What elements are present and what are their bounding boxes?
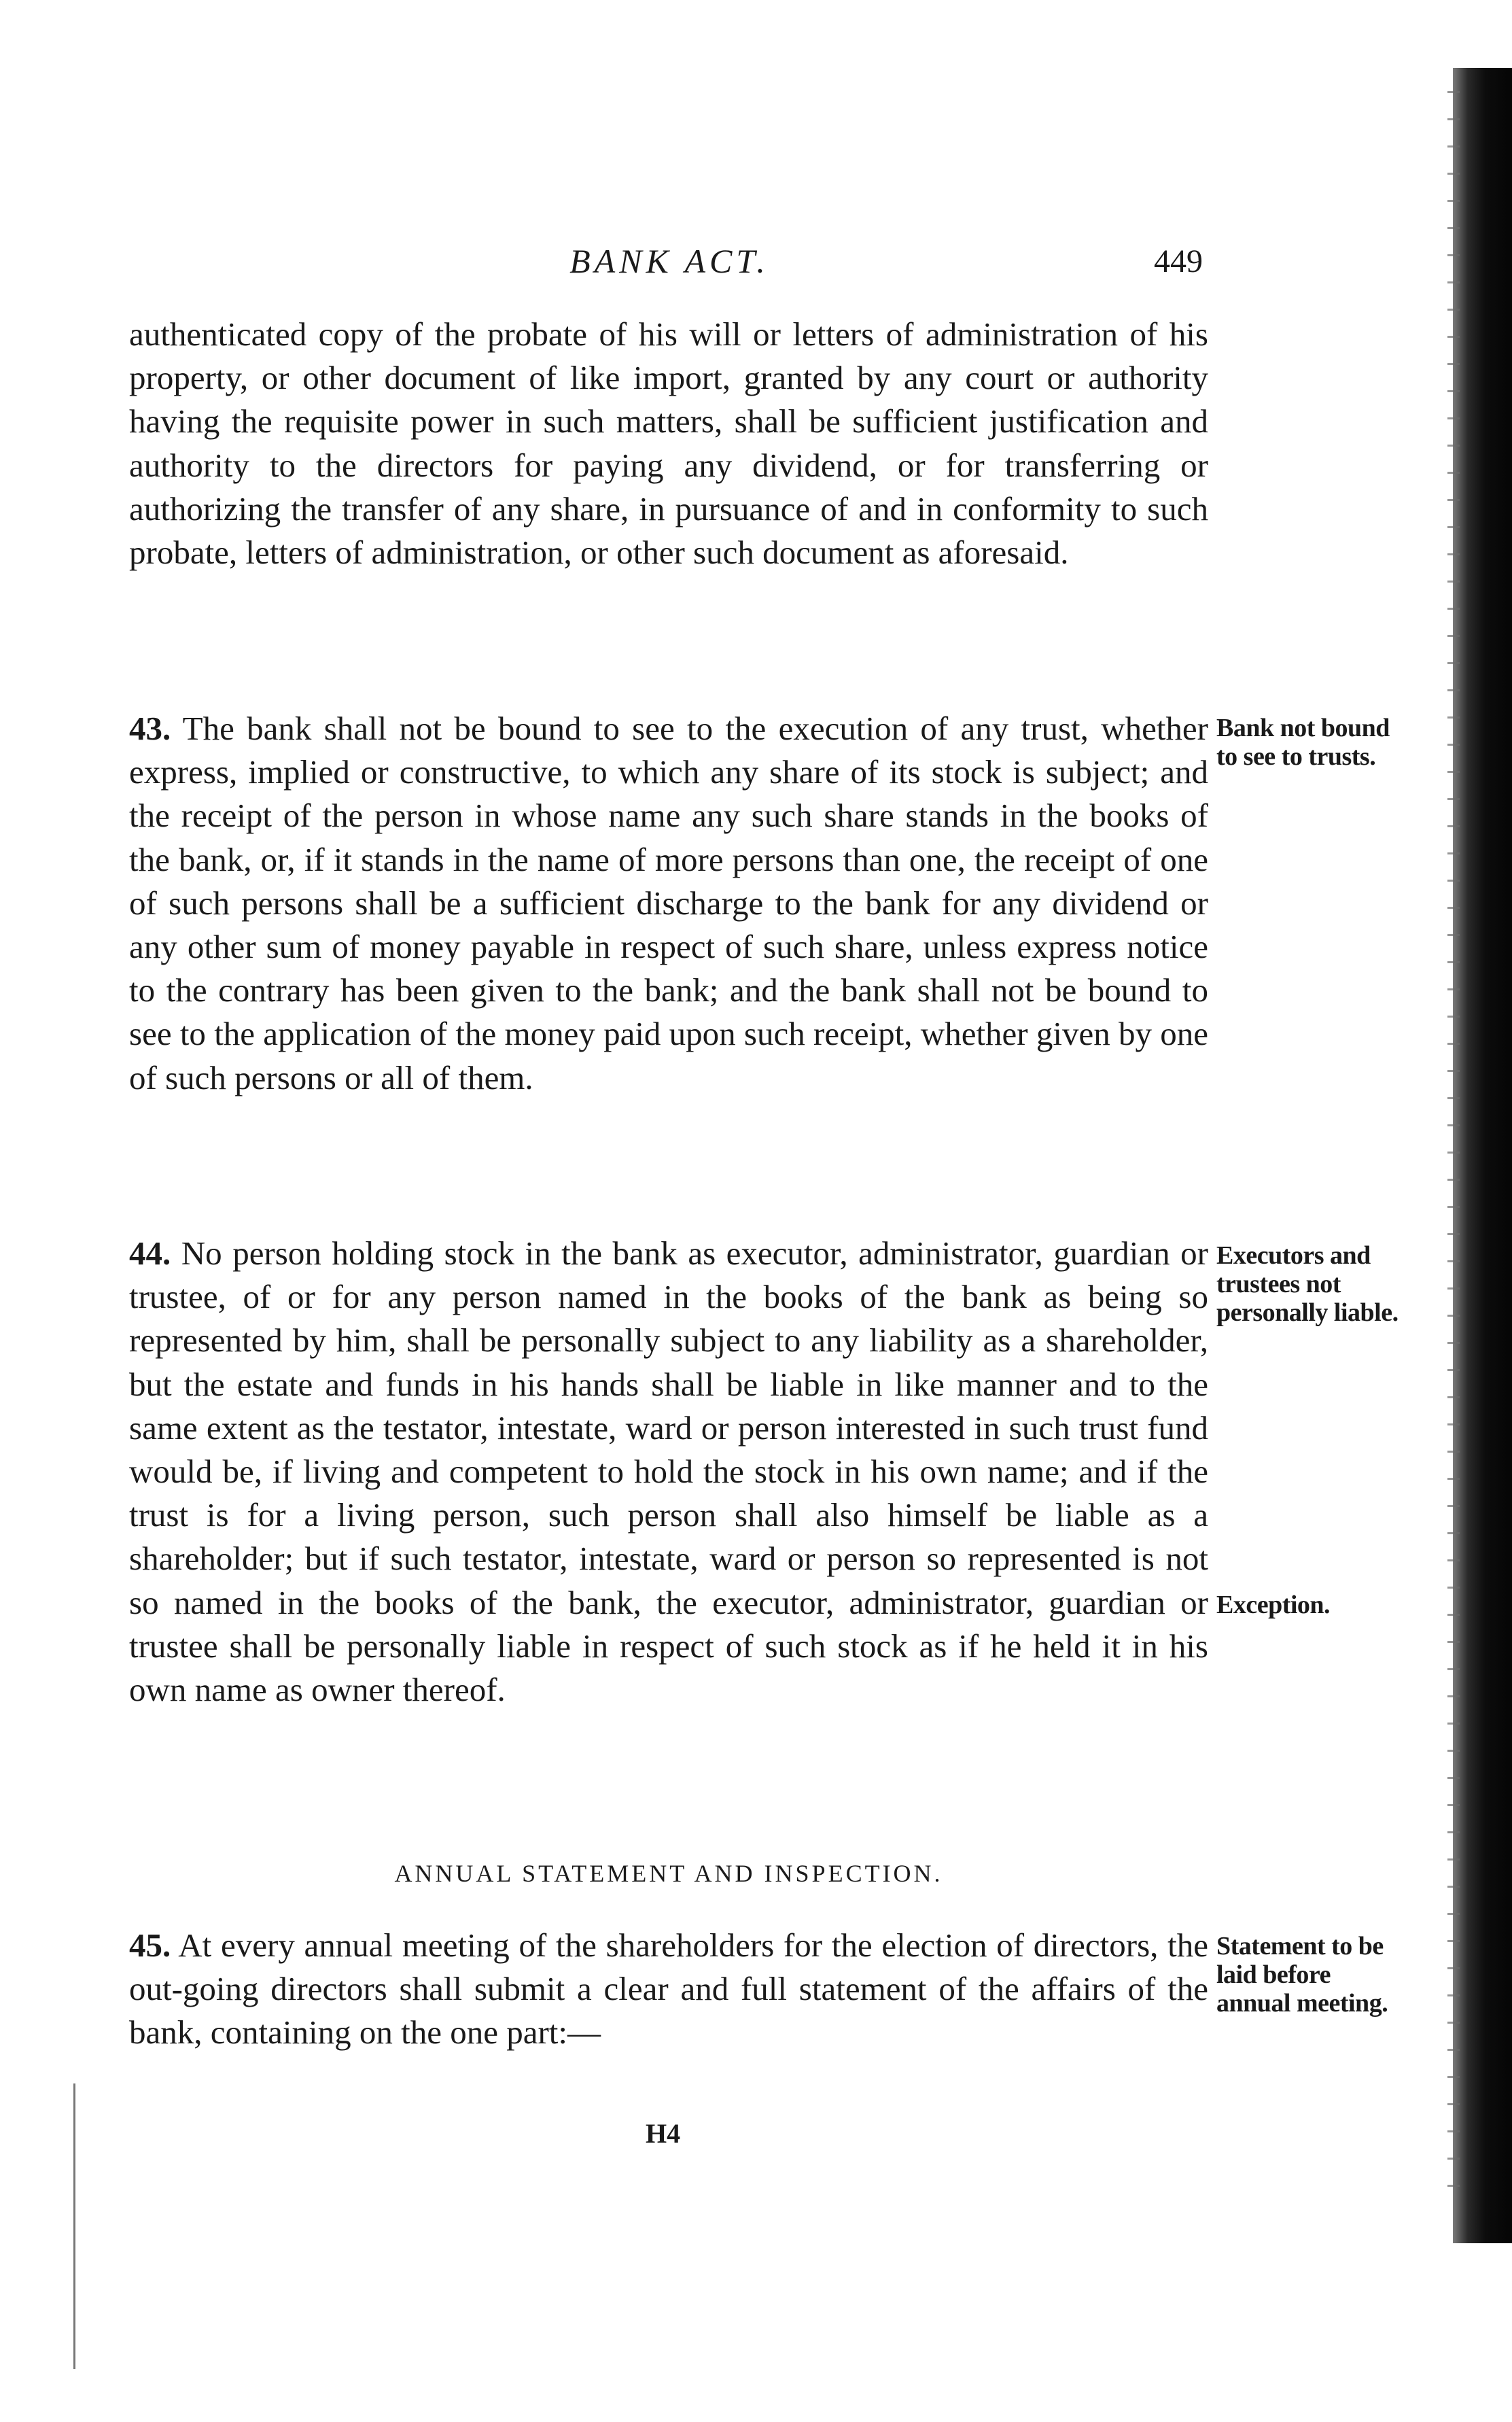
section-44-sidenote: Executors and trustees not personally liable. bbox=[1216, 1241, 1399, 1327]
section-43-number: 43. bbox=[129, 710, 171, 747]
page-number: 449 bbox=[1154, 243, 1203, 279]
section-43-paragraph bbox=[129, 707, 1208, 1100]
section-45-text: At every annual meeting of the shareholders for the election of directors, the out-going directors shall submit a clear and full statement of the affairs of the bank, containing on the one part:— bbox=[129, 1926, 1208, 2052]
continuation-paragraph: authenticated copy of the probate of his will or letters of administration of his property, or other document of like import, granted by any court or authority having the requisite power in such matters, shall be sufficient justification and authority to the directors for paying any dividend, or for transferring or authorizing the transfer of any share, in pursuance of and in conformity to such probate, letters of administration, or other such document as aforesaid. bbox=[129, 315, 1208, 572]
section-44-paragraph bbox=[129, 1232, 1208, 1712]
section-44-text: No person holding stock in the bank as executor, administrator, guardian or trustee, of or for any person named in the books of the bank as being so represented by him, shall be personally subject to any liability as a shareholder, but the estate and funds in his hands shall be liable in like manner and to the same extent as the testator, intestate, ward or person interested in such trust fund would be, if living and competent to hold the stock in his own name; and if the trust is for a living person, such person shall also himself be liable as a shareholder; but if such testator, intestate, ward or person so represented is not so named in the books of the bank, the executor, administrator, guardian or trustee shall be personally liable in respect of such stock as if he held it in his own name as owner thereof. bbox=[129, 1234, 1209, 1709]
running-head bbox=[129, 241, 1210, 289]
section-heading: ANNUAL STATEMENT AND INSPECTION. bbox=[394, 1860, 943, 1887]
margin-rule bbox=[73, 2083, 75, 2369]
section-45-number: 45. bbox=[129, 1926, 171, 1964]
page-binding-edge bbox=[1453, 68, 1512, 2243]
section-44-number: 44. bbox=[129, 1234, 171, 1272]
signature-mark: H4 bbox=[646, 2118, 681, 2149]
section-44-exception-sidenote: Exception. bbox=[1216, 1591, 1331, 1619]
section-43-text: The bank shall not be bound to see to the execution of any trust, whether express, implied or constructive, to which any share of its stock is subject; and the receipt of the person in whose name any such share stands in the books of the bank, or, if it stands in the name of more persons than one, the receipt of one of such persons shall be a sufficient discharge to the bank for any dividend or any other sum of money payable in respect of such share, unless express notice to the contrary has been given to the bank; and the bank shall not be bound to see to the application of the money paid upon such receipt, whether given by one of such persons or all of them. bbox=[129, 710, 1208, 1096]
section-45-sidenote: Statement to be laid before annual meeting. bbox=[1216, 1932, 1388, 2018]
running-title: BANK ACT. bbox=[569, 242, 769, 280]
section-45-paragraph bbox=[129, 1924, 1208, 2055]
binding-texture bbox=[1447, 82, 1460, 2189]
section-43-sidenote: Bank not bound to see to trusts. bbox=[1216, 714, 1390, 771]
